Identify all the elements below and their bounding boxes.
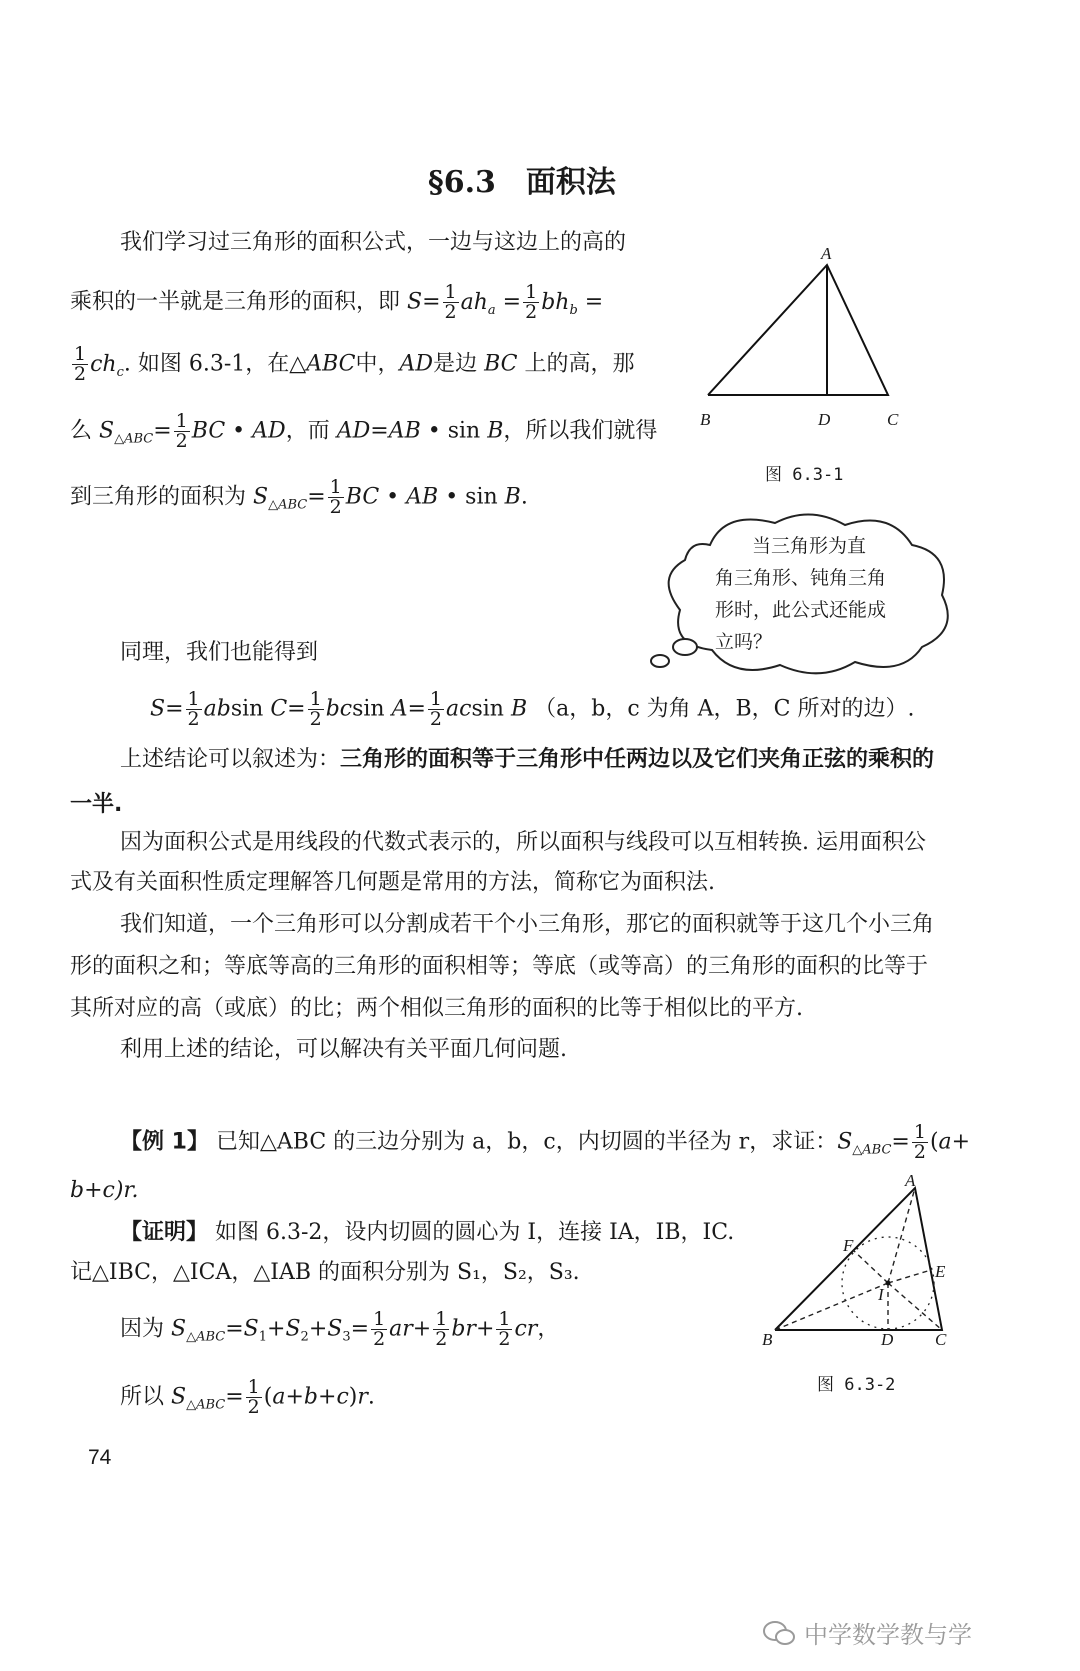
wechat-icon [762, 1619, 796, 1647]
conclusion-line-1: 上述结论可以叙述为：三角形的面积等于三角形中任两边以及它们夹角正弦的乘积的 [120, 747, 935, 772]
intro-line-2: 乘积的一半就是三角形的面积，即 S= $\frac{1}{2}$ $ah_a$ = $\frac{1}{2}$ $bh_b$ = [70, 281, 604, 323]
example-1: 【例 1】 已知△ABC 的三边分别为 a，b，c，内切圆的半径为 r，求证：$S_{\triangle ABC}=$ $\frac{1}{2}$ (a+ [120, 1121, 971, 1163]
fig1-label-d: D [818, 410, 831, 429]
fig2-label-d: D [881, 1330, 894, 1349]
cloud-line-1: 当三角形为直 [752, 535, 867, 557]
conclusion-line-2: 一半. [70, 792, 123, 817]
segment-if [853, 1250, 888, 1283]
p-zhidao-line-1: 我们知道，一个三角形可以分割成若干个小三角形，那它的面积就等于这几个小三角 [120, 912, 935, 937]
p-liyong: 利用上述的结论，可以解决有关平面几何问题. [120, 1037, 567, 1062]
proof-line-3: 因为 $S_{\triangle ABC}=S_1+S_2+S_3=$ $\frac{1}{2}$ ar+ $\frac{1}{2}$ br+ $\frac{1}{2}$ cr， [120, 1308, 560, 1350]
cloud-bubble-small [651, 655, 669, 667]
intro-line-1: 我们学习过三角形的面积公式，一边与这边上的高的 [120, 230, 627, 255]
segment-ie [888, 1270, 931, 1283]
page-number: 74 [88, 1446, 112, 1469]
fig2-label-i: I [878, 1285, 884, 1304]
cloud-line-4: 立吗？ [715, 631, 773, 653]
p-yinwei-line-2: 式及有关面积性质定理解答几何题是常用的方法，简称它为面积法. [70, 870, 715, 895]
fig2-label-a: A [905, 1171, 916, 1190]
cloud-bubble-large [673, 639, 697, 655]
proof-line-2: 记△IBC，△ICA，△IAB 的面积分别为 S₁，S₂，S₃. [70, 1260, 580, 1285]
fig2-label-e: E [935, 1262, 946, 1281]
incenter-dot [886, 1281, 891, 1286]
p-zhidao-line-2: 形的面积之和；等底等高的三角形的面积相等；等底（或等高）的三角形的面积的比等于 [70, 954, 929, 979]
fig1-label-b: B [700, 410, 711, 429]
watermark [762, 1615, 972, 1650]
figure1-caption: 图 6.3-1 [765, 465, 844, 485]
formula-general: S= $\frac{1}{2}$ absin C= $\frac{1}{2}$ bcsin A= $\frac{1}{2}$ acsin B （a，b，c 为角 A，B，C 所对的边）. [150, 688, 915, 730]
section-title: §6.3 面积法 [428, 165, 616, 200]
example-1-cont: b+c)r. [70, 1178, 139, 1203]
fig2-label-f: F [843, 1236, 854, 1255]
triangle-abc [708, 265, 888, 395]
figure-6-3-2 [750, 1170, 990, 1360]
watermark-text: 中学数学教与学 [804, 1621, 972, 1649]
fig1-label-c: C [887, 410, 899, 429]
p-tongli: 同理，我们也能得到 [120, 640, 319, 665]
figure-6-3-1 [690, 240, 920, 440]
fig1-label-a: A [821, 244, 832, 263]
p-zhidao-line-3: 其所对应的高（或底）的比；两个相似三角形的面积的比等于相似比的平方. [70, 996, 803, 1021]
segment-ib [775, 1283, 888, 1330]
cloud-line-3: 形时，此公式还能成 [715, 599, 887, 621]
intro-line-4: 么 $S_{\triangle ABC}=$ $\frac{1}{2}$ BC • AD，而 AD=AB • sin B，所以我们就得 [70, 410, 658, 452]
p-yinwei-line-1: 因为面积公式是用线段的代数式表示的，所以面积与线段可以互相转换. 运用面积公 [120, 830, 926, 855]
fig2-label-b: B [762, 1330, 773, 1349]
proof-line-1: 【证明】 如图 6.3-2，设内切圆的圆心为 I，连接 IA，IB，IC. [120, 1220, 735, 1245]
figure2-caption: 图 6.3-2 [817, 1375, 896, 1395]
proof-line-4: 所以 $S_{\triangle ABC}=$ $\frac{1}{2}$ (a+b+c)r. [120, 1376, 375, 1418]
intro-line-3: $\frac{1}{2}$ $ch_c$. 如图 6.3-1，在△ABC中，AD是边 BC 上的高，那 [74, 343, 635, 385]
intro-line-5: 到三角形的面积为 $S_{\triangle ABC}=$ $\frac{1}{2}$ BC • AB • sin B. [70, 476, 528, 518]
cloud-line-2: 角三角形、钝角三角 [715, 567, 887, 589]
fig2-label-c: C [935, 1330, 947, 1349]
